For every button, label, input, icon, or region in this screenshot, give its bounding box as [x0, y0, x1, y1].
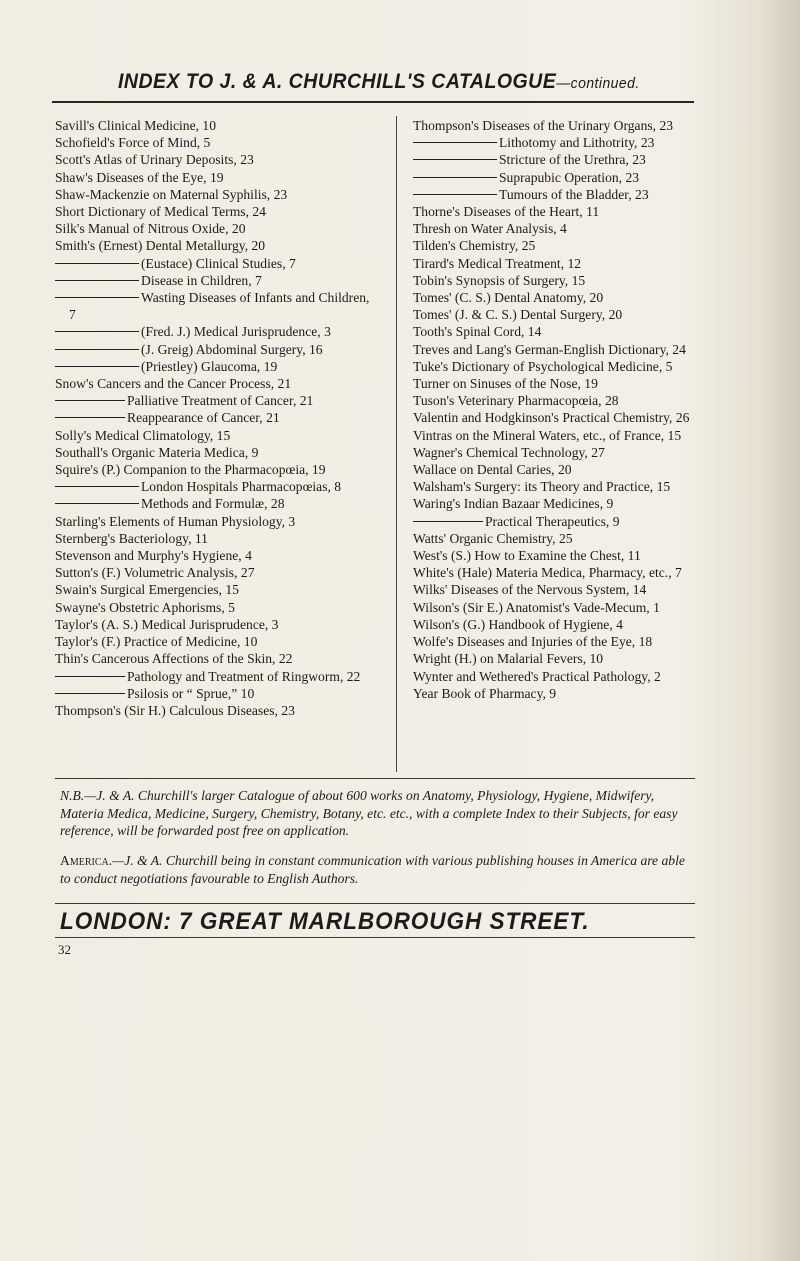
index-entry-text: Shaw's Diseases of the Eye, 19 [55, 169, 224, 185]
index-entry [55, 581, 375, 598]
index-entry [55, 650, 375, 667]
index-entry [55, 599, 375, 616]
index-entry-text: Sternberg's Bacteriology, 11 [55, 530, 208, 546]
index-entry-text: Thompson's Diseases of the Urinary Organs, 23 [413, 118, 674, 133]
index-left-column [55, 117, 375, 719]
header-title: INDEX TO J. & A. CHURCHILL'S CATALOGUE [118, 70, 557, 93]
index-entry [413, 461, 713, 478]
index-entry-text: Turner on Sinuses of the Nose, 19 [413, 376, 598, 392]
index-entry-text: Valentin and Hodgkinson's Practical Chemistry, 26 [413, 410, 690, 426]
index-entry-text: Taylor's (F.) Practice of Medicine, 10 [55, 634, 258, 650]
index-entry [55, 375, 375, 392]
index-entry-text: Wilks' Diseases of the Nervous System, 14 [413, 582, 647, 598]
index-entry-text: (Fred. J.) Medical Jurisprudence, 3 [141, 324, 331, 340]
index-entry-text: Pathology and Treatment of Ringworm, 22 [127, 668, 361, 684]
index-entry [413, 289, 713, 306]
index-entry [413, 392, 713, 409]
index-entry-text: Watts' Organic Chemistry, 25 [413, 530, 573, 546]
index-entry-text: Swain's Surgical Emergencies, 15 [55, 582, 239, 598]
index-entry-text: Tirard's Medical Treatment, 12 [413, 255, 582, 271]
index-entry [55, 237, 375, 254]
index-entry [55, 392, 375, 409]
index-entry [413, 427, 713, 444]
index-entry [55, 186, 375, 203]
ditto-dash [413, 521, 483, 522]
index-entry [55, 358, 375, 375]
index-entry-text: Thresh on Water Analysis, 4 [413, 221, 567, 237]
nb-note [60, 787, 690, 840]
index-entry [413, 306, 713, 323]
index-entry-text: Practical Therapeutics, 9 [485, 513, 620, 529]
index-entry-text: Starling's Elements of Human Physiology, 3 [55, 513, 296, 529]
index-entry [55, 513, 375, 530]
index-entry [55, 220, 375, 237]
index-entry-text: Reappearance of Cancer, 21 [127, 410, 280, 426]
index-entry [55, 203, 375, 220]
ditto-dash [55, 400, 125, 401]
index-entry [55, 117, 375, 134]
index-entry [55, 702, 375, 719]
notes-rule [55, 778, 695, 779]
index-entry [55, 169, 375, 186]
index-right-column [413, 117, 713, 702]
index-entry [55, 616, 375, 633]
index-entry-text: Silk's Manual of Nitrous Oxide, 20 [55, 221, 246, 237]
ditto-dash [55, 486, 139, 487]
ditto-dash [55, 297, 139, 298]
index-entry-text: Wolfe's Diseases and Injuries of the Eye, 18 [413, 634, 653, 650]
index-entry-text: Tuson's Veterinary Pharmacopœia, 28 [413, 393, 619, 409]
index-entry-text: Tomes' (C. S.) Dental Anatomy, 20 [413, 290, 604, 306]
index-entry-text: Wasting Diseases of Infants and Children, 7 [69, 290, 370, 323]
index-entry-text: Squire's (P.) Companion to the Pharmacopœia, 19 [55, 462, 326, 478]
index-entry-text: Thin's Cancerous Affections of the Skin, 22 [55, 651, 293, 667]
index-entry-text: (Eustace) Clinical Studies, 7 [141, 255, 296, 271]
index-entry-text: West's (S.) How to Examine the Chest, 11 [413, 548, 641, 564]
index-entry-text: Waring's Indian Bazaar Medicines, 9 [413, 496, 614, 512]
ditto-dash [55, 503, 139, 504]
index-entry [413, 375, 713, 392]
index-entry-text: Tilden's Chemistry, 25 [413, 238, 536, 254]
index-entry-text: Tomes' (J. & C. S.) Dental Surgery, 20 [413, 307, 623, 323]
index-entry-text: (J. Greig) Abdominal Surgery, 16 [141, 341, 323, 357]
index-entry-text: Swayne's Obstetric Aphorisms, 5 [55, 599, 235, 615]
ditto-dash [55, 331, 139, 332]
index-entry [413, 581, 713, 598]
america-text: —J. & A. Churchill being in constant communication with various publishing houses in America are able to conduct negotiations favourable to English Authors. [60, 853, 685, 886]
index-entry-text: Disease in Children, 7 [141, 272, 262, 288]
index-entry-text: Scott's Atlas of Urinary Deposits, 23 [55, 152, 254, 168]
index-entry [413, 599, 713, 616]
header-rule [52, 101, 694, 103]
ditto-dash [413, 142, 497, 143]
index-entry [413, 633, 713, 650]
index-entry [55, 444, 375, 461]
index-entry [55, 478, 375, 495]
page-number: 32 [58, 942, 71, 957]
index-entry [413, 237, 713, 254]
index-entry [55, 547, 375, 564]
index-entry [413, 513, 713, 530]
index-entry-text: Tumours of the Bladder, 23 [499, 186, 649, 202]
index-entry-text: Walsham's Surgery: its Theory and Practice, 15 [413, 479, 671, 495]
index-entry-text: Wilson's (Sir E.) Anatomist's Vade-Mecum, 1 [413, 599, 660, 615]
index-entry-text: Savill's Clinical Medicine, 10 [55, 118, 217, 133]
nb-lead: N.B. [60, 788, 85, 803]
index-entry-text: Wagner's Chemical Technology, 27 [413, 444, 605, 460]
index-entry-text: Lithotomy and Lithotrity, 23 [499, 135, 655, 151]
index-entry-text: Methods and Formulæ, 28 [141, 496, 285, 512]
address-top-rule [55, 903, 695, 904]
index-entry-text: Sutton's (F.) Volumetric Analysis, 27 [55, 565, 255, 581]
index-entry [413, 151, 713, 168]
index-entry-text: Thorne's Diseases of the Heart, 11 [413, 204, 600, 220]
index-entry [55, 323, 375, 340]
index-entry [413, 203, 713, 220]
nb-text: —J. & A. Churchill's larger Catalogue of about 600 works on Anatomy, Physiology, Hygiene, Midwifery, Materia Medica, Medicine, Surgery, Chemistry, Botany, etc. etc., with a complete Index to their Subjects, for easy reference, will be forwarded post free on application. [60, 788, 678, 838]
index-entry [413, 323, 713, 340]
index-entry-text: Stricture of the Urethra, 23 [499, 152, 646, 168]
address-bottom-rule [55, 937, 695, 938]
index-entry [55, 151, 375, 168]
ditto-dash [55, 676, 125, 677]
index-entry-text: Psilosis or “ Sprue,” 10 [127, 685, 255, 701]
ditto-dash [413, 177, 497, 178]
index-entry-text: Treves and Lang's German-English Dictionary, 24 [413, 341, 686, 357]
index-entry-text: Stevenson and Murphy's Hygiene, 4 [55, 548, 252, 564]
index-entry-text: Wynter and Wethered's Practical Pathology, 2 [413, 668, 661, 684]
index-entry [55, 495, 375, 512]
index-entry [55, 564, 375, 581]
index-entry [413, 220, 713, 237]
index-entry-text: Wright (H.) on Malarial Fevers, 10 [413, 651, 604, 667]
index-entry [413, 530, 713, 547]
index-entry [413, 134, 713, 151]
index-entry [55, 289, 375, 323]
index-entry-text: Smith's (Ernest) Dental Metallurgy, 20 [55, 238, 266, 254]
index-entry [413, 668, 713, 685]
index-entry [55, 134, 375, 151]
ditto-dash [55, 263, 139, 264]
index-entry [55, 409, 375, 426]
index-entry [413, 444, 713, 461]
index-entry-text: Solly's Medical Climatology, 15 [55, 427, 231, 443]
index-entry-text: Snow's Cancers and the Cancer Process, 21 [55, 376, 292, 392]
index-entry [55, 341, 375, 358]
ditto-dash [55, 280, 139, 281]
index-entry-text: Tooth's Spinal Cord, 14 [413, 324, 542, 340]
publisher-address: LONDON: 7 GREAT MARLBOROUGH STREET. [60, 908, 590, 935]
index-entry [55, 427, 375, 444]
header-continued: —continued. [556, 75, 640, 92]
index-entry [413, 358, 713, 375]
index-entry [413, 685, 713, 702]
index-entry [413, 341, 713, 358]
index-entry-text: Palliative Treatment of Cancer, 21 [127, 393, 314, 409]
ditto-dash [55, 349, 139, 350]
index-entry [413, 495, 713, 512]
index-entry [55, 668, 375, 685]
index-entry-text: Southall's Organic Materia Medica, 9 [55, 444, 259, 460]
index-entry [413, 117, 713, 134]
index-entry-text: Thompson's (Sir H.) Calculous Diseases, 23 [55, 702, 295, 718]
index-entry [413, 272, 713, 289]
index-entry [413, 255, 713, 272]
index-entry [55, 255, 375, 272]
index-entry-text: Vintras on the Mineral Waters, etc., of France, 15 [413, 427, 682, 443]
index-entry-text: Tuke's Dictionary of Psychological Medicine, 5 [413, 358, 673, 374]
index-entry-text: White's (Hale) Materia Medica, Pharmacy, etc., 7 [413, 565, 682, 581]
index-entry [413, 169, 713, 186]
index-entry-text: Wallace on Dental Caries, 20 [413, 462, 572, 478]
index-entry [413, 186, 713, 203]
index-entry-text: Taylor's (A. S.) Medical Jurisprudence, 3 [55, 616, 279, 632]
index-entry-text: Short Dictionary of Medical Terms, 24 [55, 204, 266, 220]
index-entry [413, 564, 713, 581]
index-entry [413, 478, 713, 495]
index-entry [413, 650, 713, 667]
america-lead: America. [60, 853, 113, 868]
america-note [60, 852, 690, 887]
ditto-dash [413, 159, 497, 160]
index-entry-text: Tobin's Synopsis of Surgery, 15 [413, 272, 586, 288]
index-entry [55, 272, 375, 289]
ditto-dash [55, 693, 125, 694]
index-entry-text: Year Book of Pharmacy, 9 [413, 685, 557, 701]
index-entry-text: London Hospitals Pharmacopœias, 8 [141, 479, 342, 495]
page-header [118, 70, 657, 94]
index-entry [413, 616, 713, 633]
index-entry [55, 530, 375, 547]
index-entry [55, 461, 375, 478]
column-divider [396, 116, 397, 772]
ditto-dash [55, 417, 125, 418]
index-entry [413, 547, 713, 564]
index-entry-text: Wilson's (G.) Handbook of Hygiene, 4 [413, 616, 623, 632]
index-entry [413, 409, 713, 426]
ditto-dash [413, 194, 497, 195]
index-entry [55, 633, 375, 650]
ditto-dash [55, 366, 139, 367]
index-entry-text: Schofield's Force of Mind, 5 [55, 135, 211, 151]
index-entry-text: Shaw-Mackenzie on Maternal Syphilis, 23 [55, 186, 288, 202]
index-entry-text: Suprapubic Operation, 23 [499, 169, 640, 185]
index-entry [55, 685, 375, 702]
index-entry-text: (Priestley) Glaucoma, 19 [141, 358, 278, 374]
